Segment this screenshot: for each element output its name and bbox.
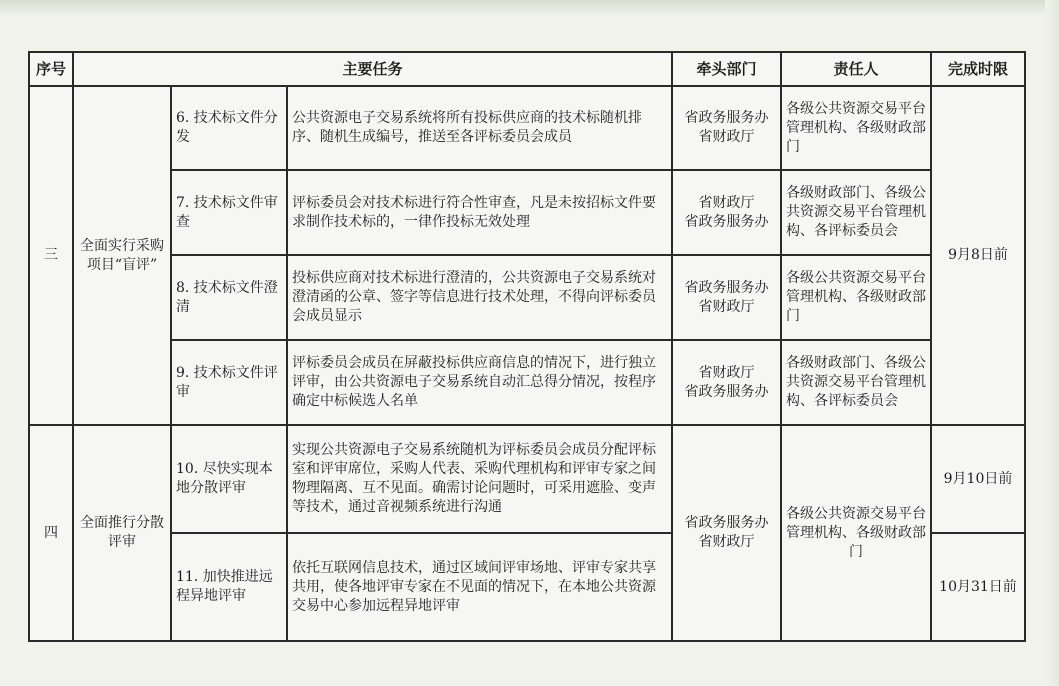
responsible-party: 各级财政部门、各级公共资源交易平台管理机构、各评标委员会: [781, 340, 931, 425]
scan-top-shadow: [0, 0, 1059, 14]
header-owner: 责任人: [781, 52, 931, 86]
deadline: 10月31日前: [931, 533, 1025, 641]
table-row: [29, 425, 1025, 533]
subtask-label: 10. 尽快实现本地分散评审: [171, 425, 287, 533]
group-seq: 三: [29, 86, 73, 425]
task-description: 投标供应商对技术标进行澄清的，公共资源电子交易系统对澄清函的公章、签字等信息进行技术处理，不得向评标委员会成员显示: [287, 255, 672, 340]
subtask-label: 8. 技术标文件澄清: [171, 255, 287, 340]
subtask-label: 6. 技术标文件分发: [171, 86, 287, 170]
group-title: 全面实行采购项目“盲评”: [73, 86, 171, 425]
responsible-party: 各级公共资源交易平台管理机构、各级财政部门: [781, 425, 931, 641]
lead-department: 省政务服务办 省财政厅: [672, 86, 781, 170]
subtask-label: 7. 技术标文件审查: [171, 170, 287, 255]
deadline: 9月8日前: [931, 86, 1025, 425]
task-description: 公共资源电子交易系统将所有投标供应商的技术标随机排序、随机生成编号，推送至各评标委员会成员: [287, 86, 672, 170]
lead-department: 省政务服务办 省财政厅: [672, 425, 781, 641]
lead-department: 省财政厅 省政务服务办: [672, 340, 781, 425]
header-lead: 牵头部门: [672, 52, 781, 86]
lead-department: 省财政厅 省政务服务办: [672, 170, 781, 255]
scan-right-edge: [1045, 0, 1059, 686]
lead-department: 省政务服务办 省财政厅: [672, 255, 781, 340]
header-deadline: 完成时限: [931, 52, 1025, 86]
header-task: 主要任务: [73, 52, 672, 86]
responsible-party: 各级公共资源交易平台管理机构、各级财政部门: [781, 86, 931, 170]
task-description: 评标委员会成员在屏蔽投标供应商信息的情况下，进行独立评审，由公共资源电子交易系统自动汇总得分情况，按程序确定中标候选人名单: [287, 340, 672, 425]
table-row: [29, 255, 1025, 340]
group-seq: 四: [29, 425, 73, 641]
responsible-party: 各级公共资源交易平台管理机构、各级财政部门: [781, 255, 931, 340]
task-description: 实现公共资源电子交易系统随机为评标委员会成员分配评标室和评审席位，采购人代表、采购代理机构和评审专家之间物理隔离、互不见面。确需讨论问题时，可采用遮脸、变声等技术，通过音视频系统进行沟通: [287, 425, 672, 533]
table-row: [29, 170, 1025, 255]
group-title: 全面推行分散评审: [73, 425, 171, 641]
header-row: [29, 52, 1025, 86]
task-description: 评标委员会对技术标进行符合性审查，凡是未按招标文件要求制作技术标的，一律作投标无效处理: [287, 170, 672, 255]
deadline: 9月10日前: [931, 425, 1025, 533]
subtask-label: 9. 技术标文件评审: [171, 340, 287, 425]
task-table: [28, 51, 1026, 642]
table-row: [29, 340, 1025, 425]
task-description: 依托互联网信息技术，通过区域间评审场地、评审专家共享共用，使各地评审专家在不见面的情况下，在本地公共资源交易中心参加远程异地评审: [287, 533, 672, 641]
subtask-label: 11. 加快推进远程异地评审: [171, 533, 287, 641]
responsible-party: 各级财政部门、各级公共资源交易平台管理机构、各评标委员会: [781, 170, 931, 255]
header-seq: 序号: [29, 52, 73, 86]
table-row: [29, 86, 1025, 170]
